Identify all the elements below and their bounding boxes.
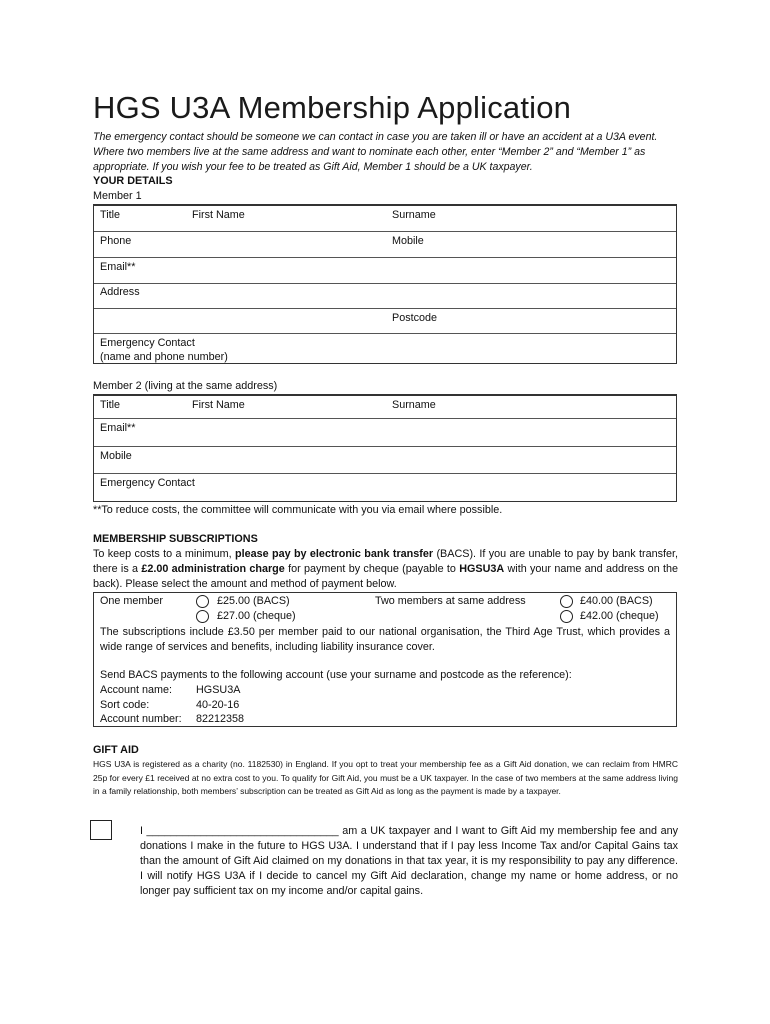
member2-title-field[interactable]: Title: [100, 399, 120, 411]
member2-first-name-field[interactable]: First Name: [192, 399, 245, 411]
intro-text: The emergency contact should be someone we can contact in case you are taken ill or have an accident at a U3A event. Where two members live at the same address and want to nominate each other, enter “Member 2” and “Member 1” as appropriate. If you wish your fee to be treated as Gift Aid, Member 1 should be a UK taxpayer.: [93, 131, 658, 173]
member1-surname-field[interactable]: Surname: [392, 209, 436, 221]
two-members-cheque-radio[interactable]: [560, 610, 573, 623]
member1-emergency-field[interactable]: Emergency Contact: [100, 337, 195, 349]
one-member-cheque-label: £27.00 (cheque): [217, 610, 296, 622]
member1-label: Member 1: [93, 190, 142, 202]
member2-surname-field[interactable]: Surname: [392, 399, 436, 411]
member1-emergency-hint: (name and phone number): [100, 351, 228, 363]
two-members-label: Two members at same address: [375, 595, 526, 607]
member1-email-field[interactable]: Email**: [100, 261, 136, 273]
member2-mobile-field[interactable]: Mobile: [100, 450, 132, 462]
subscriptions-box: [93, 592, 677, 727]
account-name-value: HGSU3A: [196, 684, 241, 696]
member1-mobile-field[interactable]: Mobile: [392, 235, 424, 247]
member2-table: [93, 394, 677, 502]
member1-address-field[interactable]: Address: [100, 286, 140, 298]
member2-label: Member 2 (living at the same address): [93, 380, 278, 392]
member1-phone-field[interactable]: Phone: [100, 235, 132, 247]
member2-emergency-field[interactable]: Emergency Contact: [100, 477, 195, 489]
member1-title-field[interactable]: Title: [100, 209, 120, 221]
gift-aid-heading: GIFT AID: [93, 744, 139, 756]
bacs-instructions: Send BACS payments to the following account (use your surname and postcode as the reference):: [100, 669, 572, 681]
gift-aid-checkbox[interactable]: [90, 820, 112, 840]
page-title: HGS U3A Membership Application: [93, 90, 572, 125]
your-details-heading: YOUR DETAILS: [93, 175, 173, 187]
subscriptions-intro: To keep costs to a minimum, please pay by electronic bank transfer (BACS). If you are unable to pay by bank transfer, there is a £2.00 administration charge for payment by cheque (payable to HGSU3A with your name and address on the back). Please select the amount and method of payment below.: [93, 548, 679, 590]
two-members-bacs-radio[interactable]: [560, 595, 573, 608]
member2-email-field[interactable]: Email**: [100, 422, 136, 434]
account-number-label: Account number:: [100, 713, 182, 725]
two-members-bacs-label: £40.00 (BACS): [580, 595, 653, 607]
member1-postcode-field[interactable]: Postcode: [392, 312, 438, 324]
account-number-value: 82212358: [196, 713, 245, 725]
subscriptions-heading: MEMBERSHIP SUBSCRIPTIONS: [93, 533, 258, 545]
two-members-cheque-label: £42.00 (cheque): [580, 610, 659, 622]
subscriptions-includes: The subscriptions include £3.50 per member paid to our national organisation, the Third Age Trust, which provides a wide range of services and benefits, including liability insurance cover.: [100, 626, 670, 653]
gift-aid-text: HGS U3A is registered as a charity (no. 1182530) in England. If you opt to treat your membership fee as a Gift Aid donation, we can reclaim from HMRC 25p for every £1 received at no extra cost to you. To qualify for Gift Aid, you must be a UK taxpayer. In the case of two members at the same address living in a family relationship, both members’ subscription can be treated as Gift Aid as long as the payment is made by a taxpayer.: [93, 759, 678, 796]
one-member-bacs-label: £25.00 (BACS): [217, 595, 290, 607]
gift-aid-declaration: I ________________________________ am a UK taxpayer and I want to Gift Aid my membership fee and any donations I make in the future to HGS U3A. I understand that if I pay less Income Tax and/or Capital Gains tax than the amount of Gift Aid claimed on my donations in that tax year, it is my responsibility to pay any difference. I will notify HGS U3A if I decide to cancel my Gift Aid declaration, change my name or home address, or no longer pay sufficient tax on my income and/or capital gains.: [140, 825, 678, 897]
one-member-cheque-radio[interactable]: [196, 610, 209, 623]
member1-table: [93, 204, 677, 364]
one-member-label: One member: [100, 595, 164, 607]
member1-first-name-field[interactable]: First Name: [192, 209, 245, 221]
account-name-label: Account name:: [100, 684, 173, 696]
email-footnote: **To reduce costs, the committee will communicate with you via email where possible.: [93, 504, 503, 516]
one-member-bacs-radio[interactable]: [196, 595, 209, 608]
sort-code-value: 40-20-16: [196, 699, 240, 711]
sort-code-label: Sort code:: [100, 699, 150, 711]
